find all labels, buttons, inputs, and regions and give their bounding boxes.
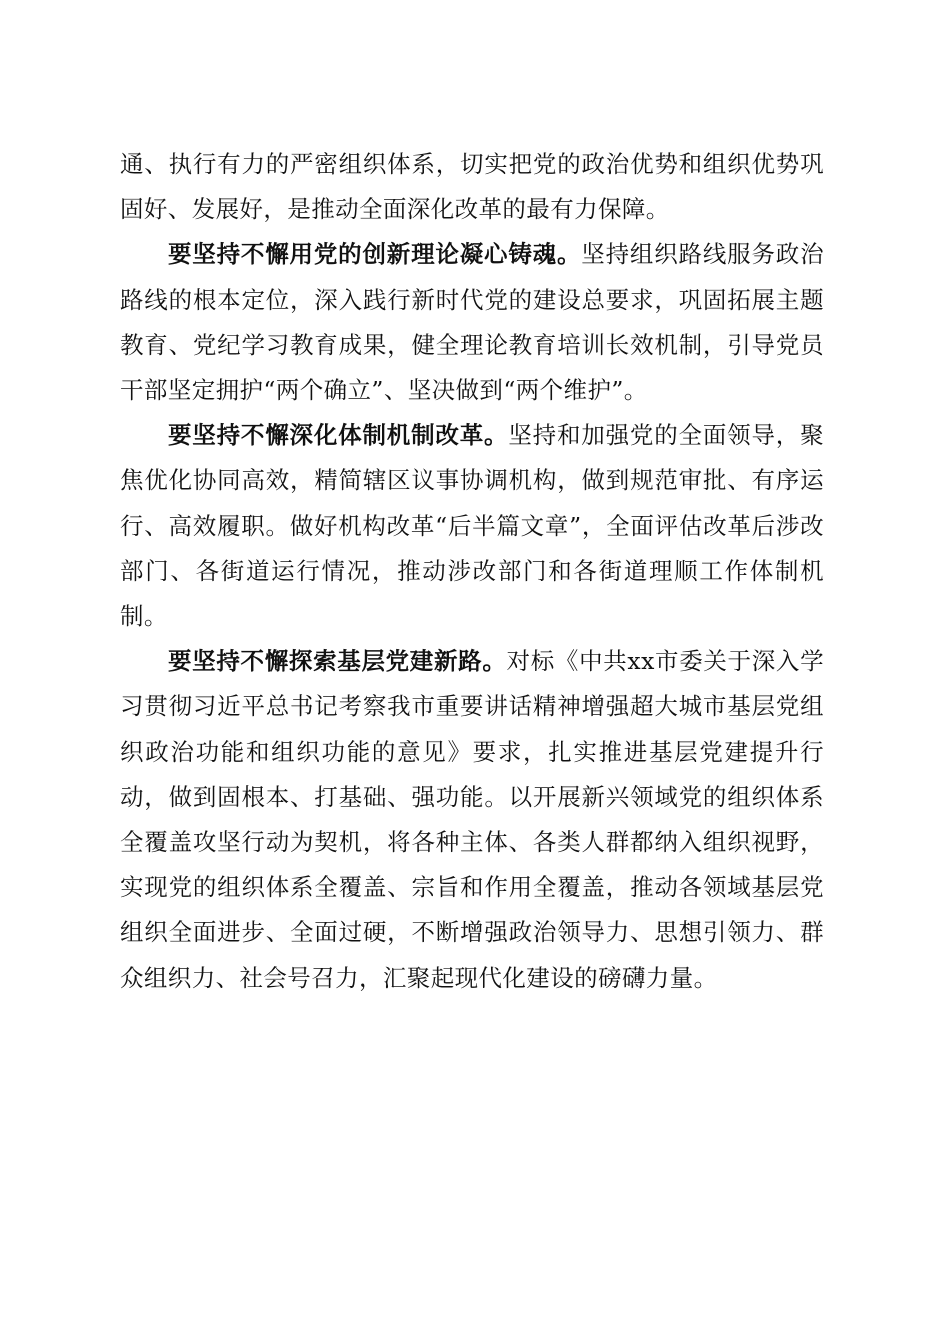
paragraph-reform [120,413,824,639]
paragraph-heading: 要坚持不懈探索基层党建新路。 [168,647,507,676]
paragraph-body: 坚持和加强党的全面领导，聚焦优化协同高效，精简辖区议事协调机构，做到规范审批、有序运行、高效履职。做好机构改革“后半篇文章”，全面评估改革后涉改部门、各街道运行情况，推动涉改部门和各街道理顺工作体制机制。 [120,421,824,631]
paragraph-grassroots [120,639,824,1001]
paragraph-body: 通、执行有力的严密组织体系，切实把党的政治优势和组织优势巩固好、发展好，是推动全面深化改革的最有力保障。 [120,150,824,224]
paragraph-theory [120,232,824,413]
paragraph-continuation [120,142,824,232]
paragraph-body: 坚持组织路线服务政治路线的根本定位，深入践行新时代党的建设总要求，巩固拓展主题教育、党纪学习教育成果，健全理论教育培训长效机制，引导党员干部坚定拥护“两个确立”、坚决做到“两个维护”。 [120,240,824,405]
paragraph-heading: 要坚持不懈用党的创新理论凝心铸魂。 [168,240,582,269]
paragraph-body: 对标《中共xx市委关于深入学习贯彻习近平总书记考察我市重要讲话精神增强超大城市基层党组织政治功能和组织功能的意见》要求，扎实推进基层党建提升行动，做到固根本、打基础、强功能。以开展新兴领域党的组织体系全覆盖攻坚行动为契机，将各种主体、各类人群都纳入组织视野，实现党的组织体系全覆盖、宗旨和作用全覆盖，推动各领域基层党组织全面进步、全面过硬，不断增强政治领导力、思想引领力、群众组织力、社会号召力，汇聚起现代化建设的磅礴力量。 [120,647,824,992]
paragraph-heading: 要坚持不懈深化体制机制改革。 [168,421,509,450]
document-body [120,142,824,1001]
